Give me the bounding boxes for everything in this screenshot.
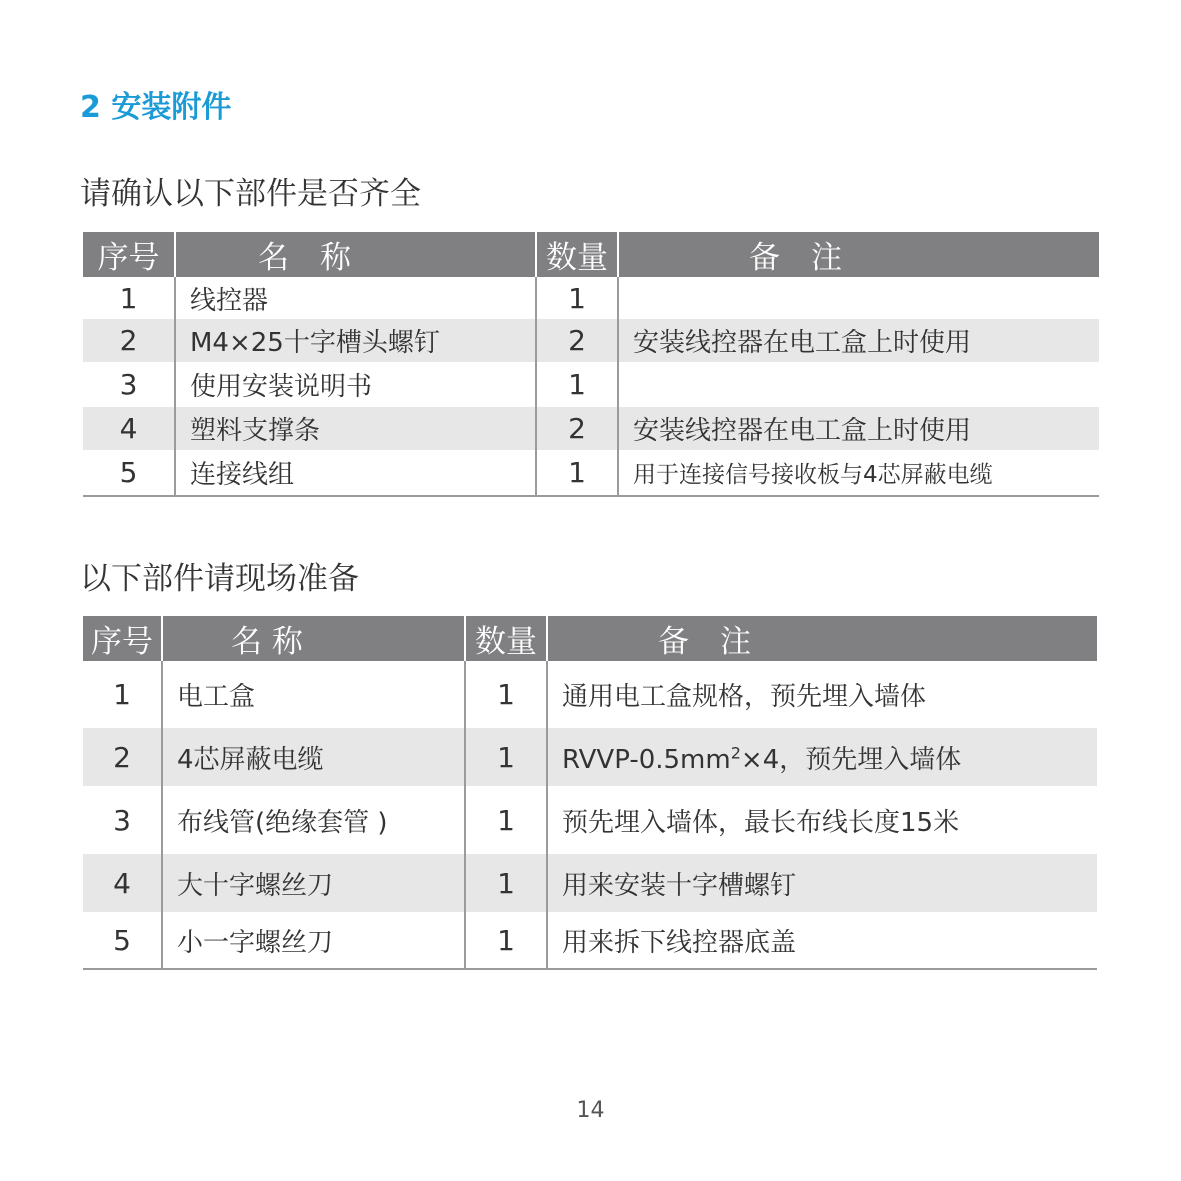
- table2-subtitle: 以下部件请现场准备: [80, 561, 359, 597]
- row-index: 4: [83, 854, 162, 912]
- table-row: [83, 277, 1099, 319]
- table-row: [83, 786, 1097, 854]
- row-name: 塑料支撑条: [175, 407, 536, 450]
- header-name: 名 称: [175, 232, 536, 277]
- table-row: [83, 319, 1099, 362]
- table-row: [83, 407, 1099, 450]
- row-name: 4芯屏蔽电缆: [162, 728, 465, 786]
- table-row: [83, 661, 1097, 728]
- row-index: 3: [113, 803, 131, 837]
- row-name: 大十字螺丝刀: [162, 854, 465, 912]
- superscript-2: 2: [730, 742, 741, 762]
- row-note: 用来拆下线控器底盖: [547, 912, 1097, 969]
- row-qty: 2: [536, 407, 618, 450]
- row-qty: 1: [536, 362, 618, 407]
- row-name: 连接线组: [175, 450, 536, 496]
- page-number: 14: [576, 1098, 605, 1123]
- included-parts-table: [83, 232, 1099, 497]
- row-qty: 1: [465, 786, 547, 854]
- row-note: 用来安装十字槽螺钉: [547, 854, 1097, 912]
- table-header-row: [83, 232, 1099, 277]
- row-name: 线控器: [175, 277, 536, 319]
- header-note: 备 注: [618, 232, 1099, 277]
- header-name: 名 称: [162, 616, 465, 661]
- row-index: 5: [83, 450, 175, 496]
- header-index: 序号: [83, 232, 175, 277]
- row-note: 用于连接信号接收板与4芯屏蔽电缆: [618, 450, 1099, 496]
- header-note: 备 注: [547, 616, 1097, 661]
- row-index: 1: [119, 281, 138, 315]
- onsite-parts-table: [83, 616, 1097, 970]
- table-row: [83, 728, 1097, 786]
- cable-spec: RVVP-0.5mm: [562, 744, 731, 775]
- row-note: 安装线控器在电工盒上时使用: [618, 319, 1099, 362]
- row-name: 小一字螺丝刀: [162, 912, 465, 969]
- table-row: [83, 854, 1097, 912]
- row-note: 安装线控器在电工盒上时使用: [618, 407, 1099, 450]
- header-qty: 数量: [465, 616, 547, 661]
- row-qty: 1: [465, 661, 547, 728]
- header-index: 序号: [83, 616, 162, 661]
- row-name: 电工盒: [162, 661, 465, 728]
- row-note: 通用电工盒规格，预先埋入墙体: [547, 661, 1097, 728]
- section-title: 2 安装附件: [80, 90, 232, 125]
- row-index: 1: [113, 678, 131, 711]
- table-header-row: [83, 616, 1097, 661]
- row-qty: 2: [536, 319, 618, 362]
- row-name: 使用安装说明书: [175, 362, 536, 407]
- row-index: 5: [83, 912, 162, 969]
- row-qty: 1: [536, 277, 618, 319]
- row-note: [618, 277, 1099, 319]
- table-row: [83, 362, 1099, 407]
- row-note: [618, 362, 1099, 407]
- row-qty: 1: [465, 854, 547, 912]
- row-note: [547, 728, 1097, 786]
- row-qty: 1: [536, 450, 618, 496]
- table-row: [83, 450, 1099, 496]
- row-qty: 1: [465, 912, 547, 969]
- cable-spec-suffix: ×4，预先埋入墙体: [740, 744, 962, 775]
- row-note: 预先埋入墙体，最长布线长度15米: [547, 786, 1097, 854]
- header-qty: 数量: [536, 232, 618, 277]
- row-index: 2: [83, 319, 175, 362]
- row-name: M4×25十字槽头螺钉: [175, 319, 536, 362]
- table-row: [83, 912, 1097, 969]
- row-index: 4: [83, 407, 175, 450]
- row-name: 布线管(绝缘套管 ): [162, 786, 465, 854]
- row-index: 3: [119, 368, 138, 401]
- table1-subtitle: 请确认以下部件是否齐全: [80, 176, 421, 212]
- row-index: 2: [83, 728, 162, 786]
- row-qty: 1: [465, 728, 547, 786]
